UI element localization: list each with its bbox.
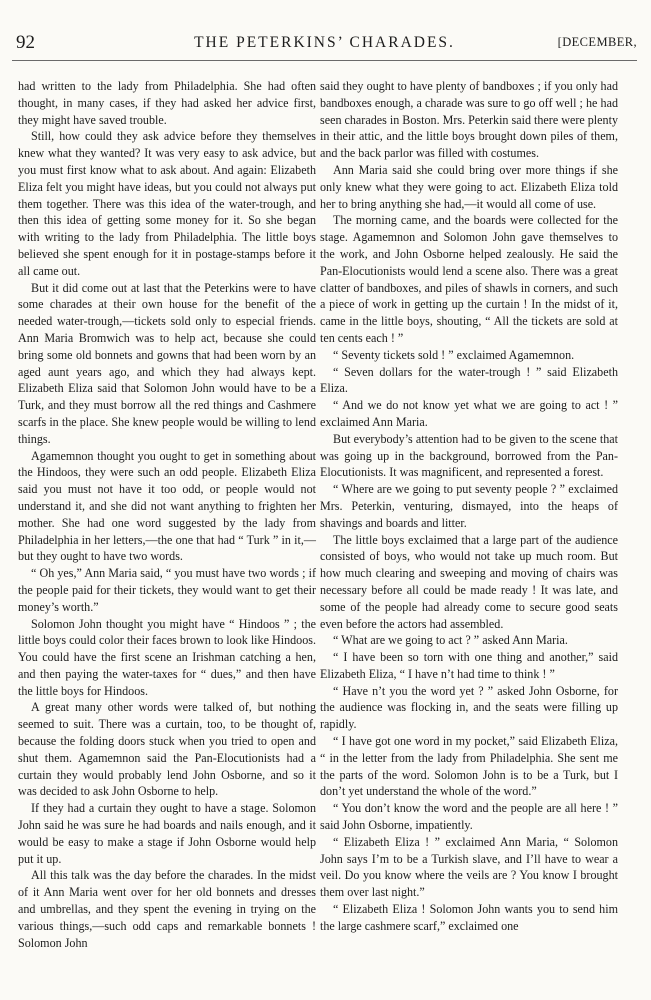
paragraph: had written to the lady from Philadelphia. She had often thought, in many cases, if they had asked her advice first, they might have saved trouble.: [18, 79, 316, 127]
paragraph: All this talk was the day before the charades. In the midst of it Ann Maria went over for her old bonnets and dresses and umbrellas, and they spent the evening in trying on the various things,—such odd caps and remarkable bonnets ! Solomon John: [18, 868, 316, 950]
paragraph: But everybody’s attention had to be given to the scene that was going up in the background, borrowed from the Pan-Elocutionists. It was magnificent, and represented a forest.: [320, 431, 618, 480]
page-number: 92: [16, 32, 35, 53]
paragraph: “ Seventy tickets sold ! ” exclaimed Agamemnon.: [333, 347, 575, 362]
right-column: [320, 78, 618, 935]
paragraph: The little boys exclaimed that a large part of the audience consisted of boys, who would not take up much room. But how much clearing and sweeping and moving of chairs was necessary before all could be made ready ! It was late, and some of the people had already come to secure good seats even before the actors had assembled.: [320, 532, 618, 631]
paragraph: But it did come out at last that the Peterkins were to have some charades at their own house for the benefit of the needed water-trough,—tickets sold only to especial friends. Ann Maria Bromwich was to help act, because she could bring some old bonnets and gowns that had been worn by an aged aunt years ago, and which they had always kept. Elizabeth Eliza said that Solomon John would have to be a Turk, and they must borrow all the red things and Cashmere scarfs in the place. She knew people would be willing to lend things.: [18, 280, 316, 446]
paragraph: “ You don’t know the word and the people are all here ! ” said John Osborne, impatiently.: [320, 801, 618, 833]
paragraph: “ Seven dollars for the water-trough ! ” said Elizabeth Eliza.: [320, 364, 618, 396]
paragraph: “ I have got one word in my pocket,” said Elizabeth Eliza, “ in the letter from the lady from Philadelphia. She sent me the parts of the word. Solomon John is to be a Turk, but I don’t yet understand the whole of the word.”: [320, 734, 618, 799]
paragraph: “ Elizabeth Eliza ! ” exclaimed Ann Maria, “ Solomon John says I’m to be a Turkish slave, and I’ll have to wear a veil. Do you know where the veils are ? You know I brought them over last night.”: [320, 834, 618, 900]
paragraph: Solomon John thought you might have “ Hindoos ” ; the little boys could color their faces brown to look like Hindoos. You could have the first scene an Irishman catching a hen, and then paying the water-taxes for “ dues,” and then have the little boys for Hindoos.: [18, 616, 316, 698]
paragraph: “ Elizabeth Eliza ! Solomon John wants you to send him the large cashmere scarf,” exclaimed one: [320, 902, 618, 933]
paragraph: “ Oh yes,” Ann Maria said, “ you must have two words ; if the people paid for their tickets, they would want to get their money’s worth.”: [18, 566, 316, 614]
running-title: THE PETERKINS’ CHARADES.: [194, 34, 455, 51]
left-column: [18, 78, 316, 951]
paragraph: The morning came, and the boards were collected for the stage. Agamemnon and Solomon John gave themselves to the work, and John Osborne helped zealously. He said the Pan-Elocutionists would lend a scene also. There was a great clatter of bandboxes, and piles of shawls in corners, and such a piece of work in getting up the curtain ! In the midst of it, came in the little boys, shouting, “ All the tickets are sold at ten cents each ! ”: [320, 213, 618, 345]
paragraph: “ And we do not know yet what we are going to act ! ” exclaimed Ann Maria.: [320, 398, 618, 429]
paragraph: “ I have been so torn with one thing and another,” said Elizabeth Eliza, “ I have n’t had time to think ! ”: [320, 650, 618, 681]
paragraph: said they ought to have plenty of bandboxes ; if you only had bandboxes enough, a charade was sure to go off well ; he had seen charades in Boston. Mrs. Peterkin said there were plenty in their attic, and the little boys brought down piles of them, and the back parlor was filled with costumes.: [320, 79, 618, 161]
paragraph: If they had a curtain they ought to have a stage. Solomon John said he was sure he had boards and nails enough, and it would be easy to make a stage if John Osborne would help put it up.: [18, 801, 316, 866]
paragraph: Ann Maria said she could bring over more things if she only knew what they were going to act. Elizabeth Eliza told her to bring anything she had,—it would all come of use.: [320, 162, 618, 211]
paragraph: “ What are we going to act ? ” asked Ann Maria.: [333, 633, 568, 648]
paragraph: Still, how could they ask advice before they themselves knew what they wanted? It was very easy to ask advice, but you must first know what to ask about. And again: Elizabeth Eliza felt you might have ideas, but you could not always put them together. There was this idea of the water-trough, and then this idea of getting some money for it. So she began with writing to the lady from Philadelphia. The little boys believed she spent enough for it in postage-stamps before it all came out.: [18, 129, 316, 278]
paragraph: “ Have n’t you the word yet ? ” asked John Osborne, for the audience was flocking in, and the seats were filling up rapidly.: [320, 683, 618, 732]
paragraph: “ Where are we going to put seventy people ? ” exclaimed Mrs. Peterkin, venturing, dismayed, into the heaps of shavings and boards and litter.: [320, 482, 618, 530]
issue-month: [DECEMBER,: [557, 35, 637, 49]
paragraph: Agamemnon thought you ought to get in something about the Hindoos, they were such an odd people. Elizabeth Eliza said you must not have it too odd, or people would not understand it, and she did not want anything to frighten her mother. She had one word suggested by the lady from Philadelphia in her letters,—the one that had “ Turk ” in it,—but they ought to have two words.: [18, 448, 316, 564]
paragraph: A great many other words were talked of, but nothing seemed to suit. There was a curtain, too, to be thought of, because the folding doors stuck when you tried to open and shut them. Agamemnon said the Pan-Elocutionists had a curtain they would probably lend John Osborne, and so it was decided to ask John Osborne to help.: [18, 700, 316, 799]
page-header: [12, 30, 637, 61]
